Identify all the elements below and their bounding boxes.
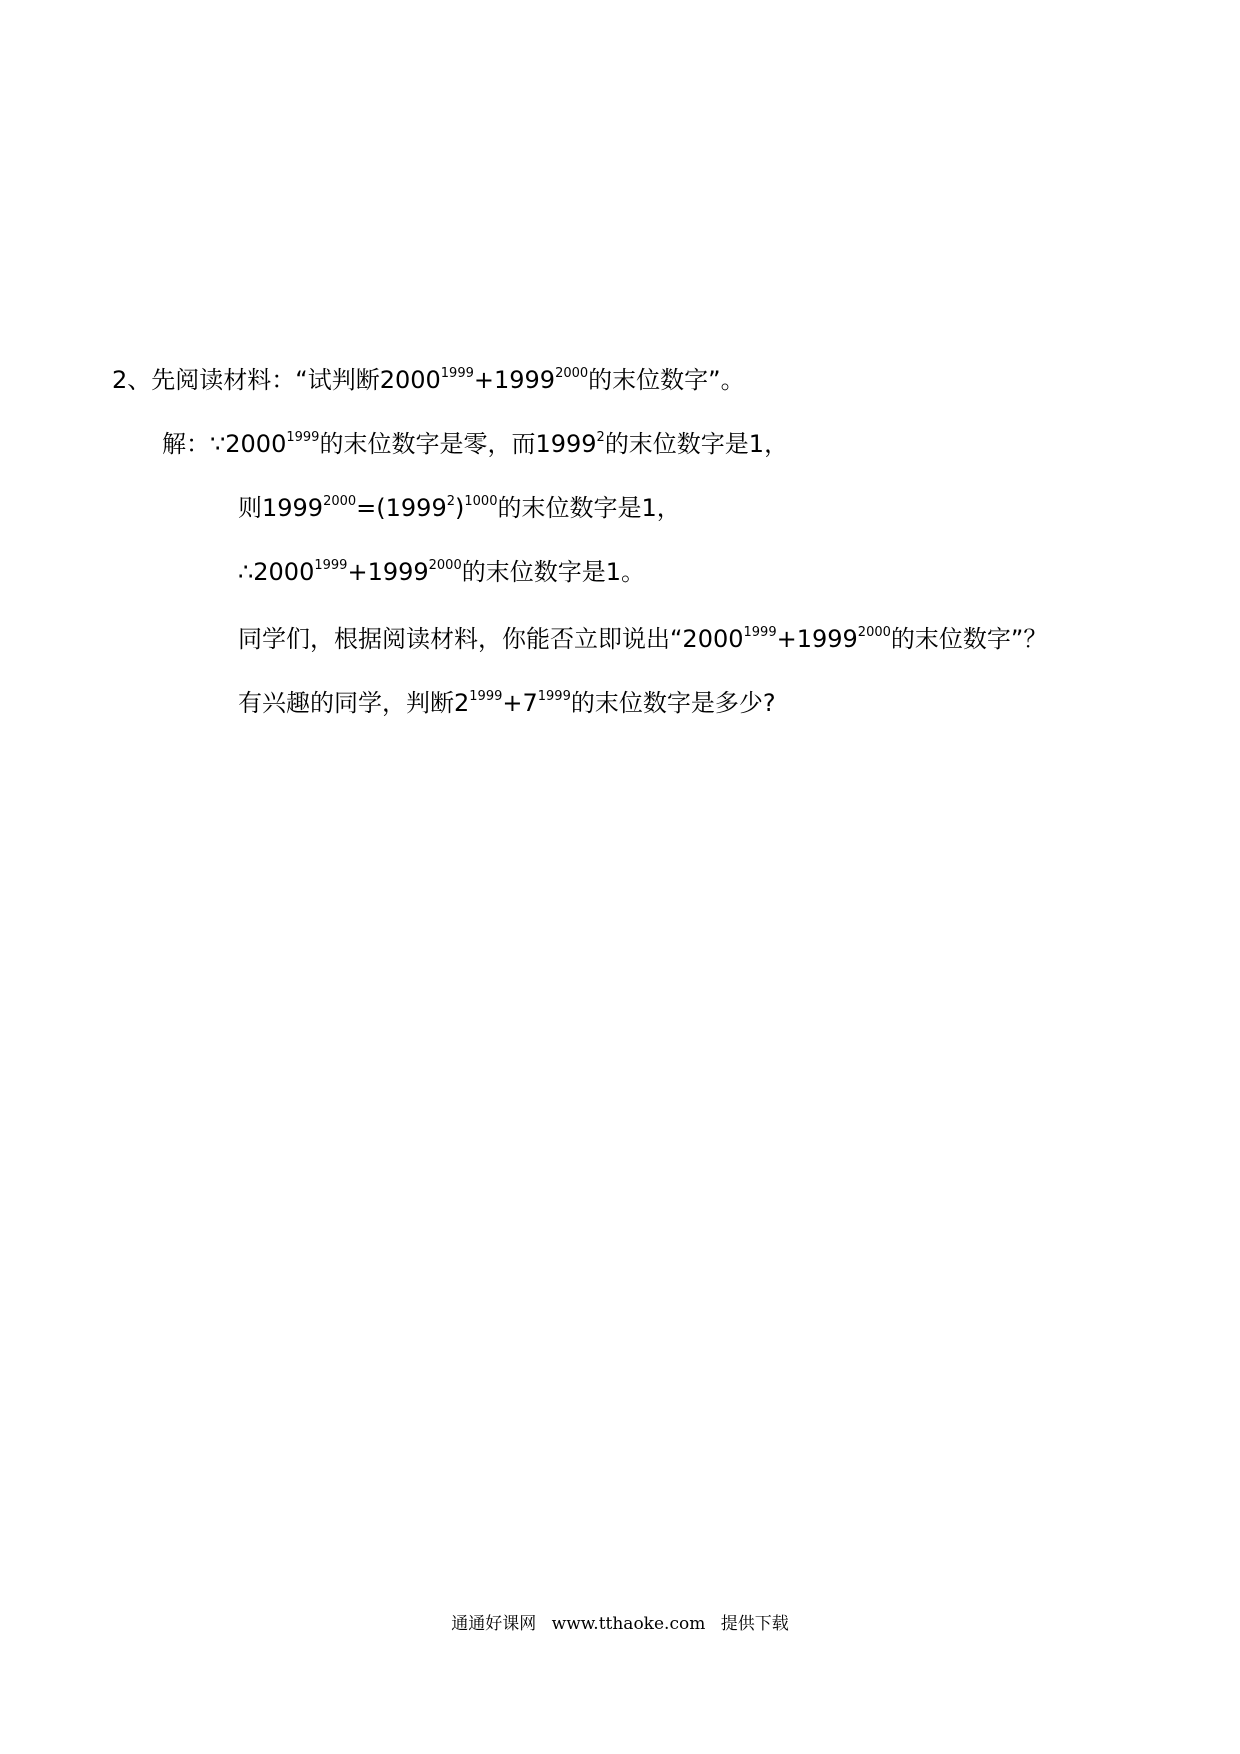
- question-1: 同学们，根据阅读材料，你能否立即说出“$2000^{1999}+1999^{2000}$的末位数字”？: [238, 625, 1048, 653]
- question-2: 有兴趣的同学，判断$2^{1999}+7^{1999}$的末位数字是多少?: [238, 689, 776, 717]
- solution-line-3: $\therefore 2000^{1999}+1999^{2000}$的末位数字是1。: [238, 558, 646, 586]
- page-footer: [0, 1612, 1240, 1636]
- footer-url: www.tthaoke.com: [551, 1614, 706, 1634]
- footer-action: 提供下载: [720, 1614, 789, 1634]
- solution-line-1: 解：$\because 2000^{1999}$的末位数字是零，而1999$^2$的末位数字是1，: [162, 430, 789, 458]
- problem-intro: 2、先阅读材料：“试判断$2000^{1999}+1999^{2000}$的末位数字”。: [112, 366, 745, 394]
- footer-site-name: 通通好课网: [451, 1614, 537, 1634]
- solution-line-2: 则$1999^{2000}=(1999^2)^{1000}$的末位数字是1，: [238, 494, 681, 522]
